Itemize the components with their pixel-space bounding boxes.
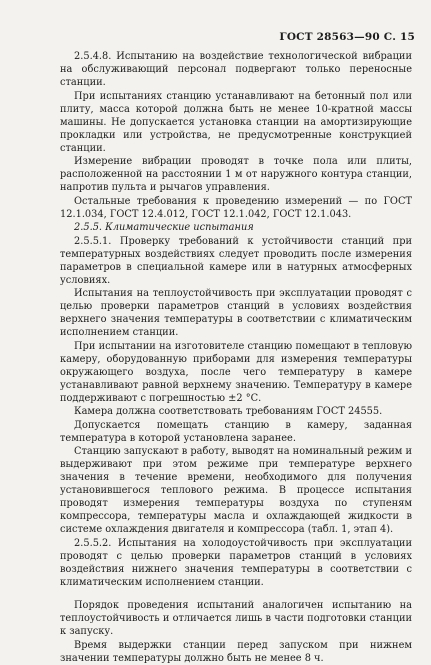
paragraph-station-start: Станцию запускают в работу, выводят на номинальный режим и выдерживают при этом режиме при температуре верхнего значения в течение времени, необходимого для получения установившегося теплового режима. В процессе испытания проводят измерения температуры воздуха по ступеням компрессора, температуры масла и охлаждающей жидкости в системе охлаждения двигателя и компрессора (табл. 1, этап 4). [60,446,413,535]
paragraph-heat-chamber: При испытании на изготовителе станцию помещают в тепловую камеру, оборудованную приборами для измерения температуры окружающего воздуха, после чего температуру в камере устанавливают равной верхнему значению. Температуру в камере поддерживают с погрешностью ±2 °С. [60,340,412,404]
paragraph-other-requirements: Остальные требования к проведению измерений — по ГОСТ 12.1.034, ГОСТ 12.4.012, ГОСТ 12.1.042, ГОСТ 12.1.043. [60,195,412,220]
paragraph-installation: При испытаниях станцию устанавливают на бетонный пол или плиту, масса которой должна быть не менее 10-кратной массы машины. Не допускается установка станции на амортизирующие прокладки или устройства, не предусмотренные конструкцией станции. [60,90,412,154]
paragraph-heat-resistance: Испытания на теплоустойчивость при эксплуатации проводят с целью проверки параметров станций в условиях воздействия верхнего значения температуры в соответствии с климатическим исполнением станции. [60,288,412,338]
document-body [60,50,412,665]
paragraph-2-5-4-8: 2.5.4.8. Испытанию на воздействие технологической вибрации на обслуживающий персонал подвергают только переносные станции. [60,51,412,88]
paragraph-chamber-standard: Камера должна соответствовать требованиям ГОСТ 24555. [74,406,383,417]
section-heading-climatic-tests: 2.5.5. Климатические испытания [74,222,254,233]
paragraph-2-5-5-2: 2.5.5.2. Испытания на холодоустойчивость при эксплуатации проводят с целью проверки параметров станций в условиях воздействия нижнего значения температуры в соответствии с климатическим исполнением станции. [60,537,412,588]
page-header: ГОСТ 28563—90 С. 15 [279,31,415,43]
paragraph-procedure: Порядок проведения испытаний аналогичен испытанию на теплоустойчивость и отличается лишь в части подготовки станции к запуску. [60,600,412,637]
paragraph-2-5-5-1: 2.5.5.1. Проверку требований к устойчивости станций при температурных воздействиях следует проводить после измерения параметров в специальной камере или в натурных атмосферных условиях. [60,235,412,286]
paragraph-gap [60,589,412,599]
paragraph-preheated-chamber: Допускается помещать станцию в камеру, заданная температура в которой установлена заранее. [60,419,412,444]
paragraph-holding-time: Время выдержки станции перед запуском при нижнем значении температуры должно быть не менее 8 ч. [60,639,412,664]
paragraph-measurement: Измерение вибрации проводят в точке пола или плиты, расположенной на расстоянии 1 м от наружного контура станции, напротив пульта и рычагов управления. [60,156,412,193]
